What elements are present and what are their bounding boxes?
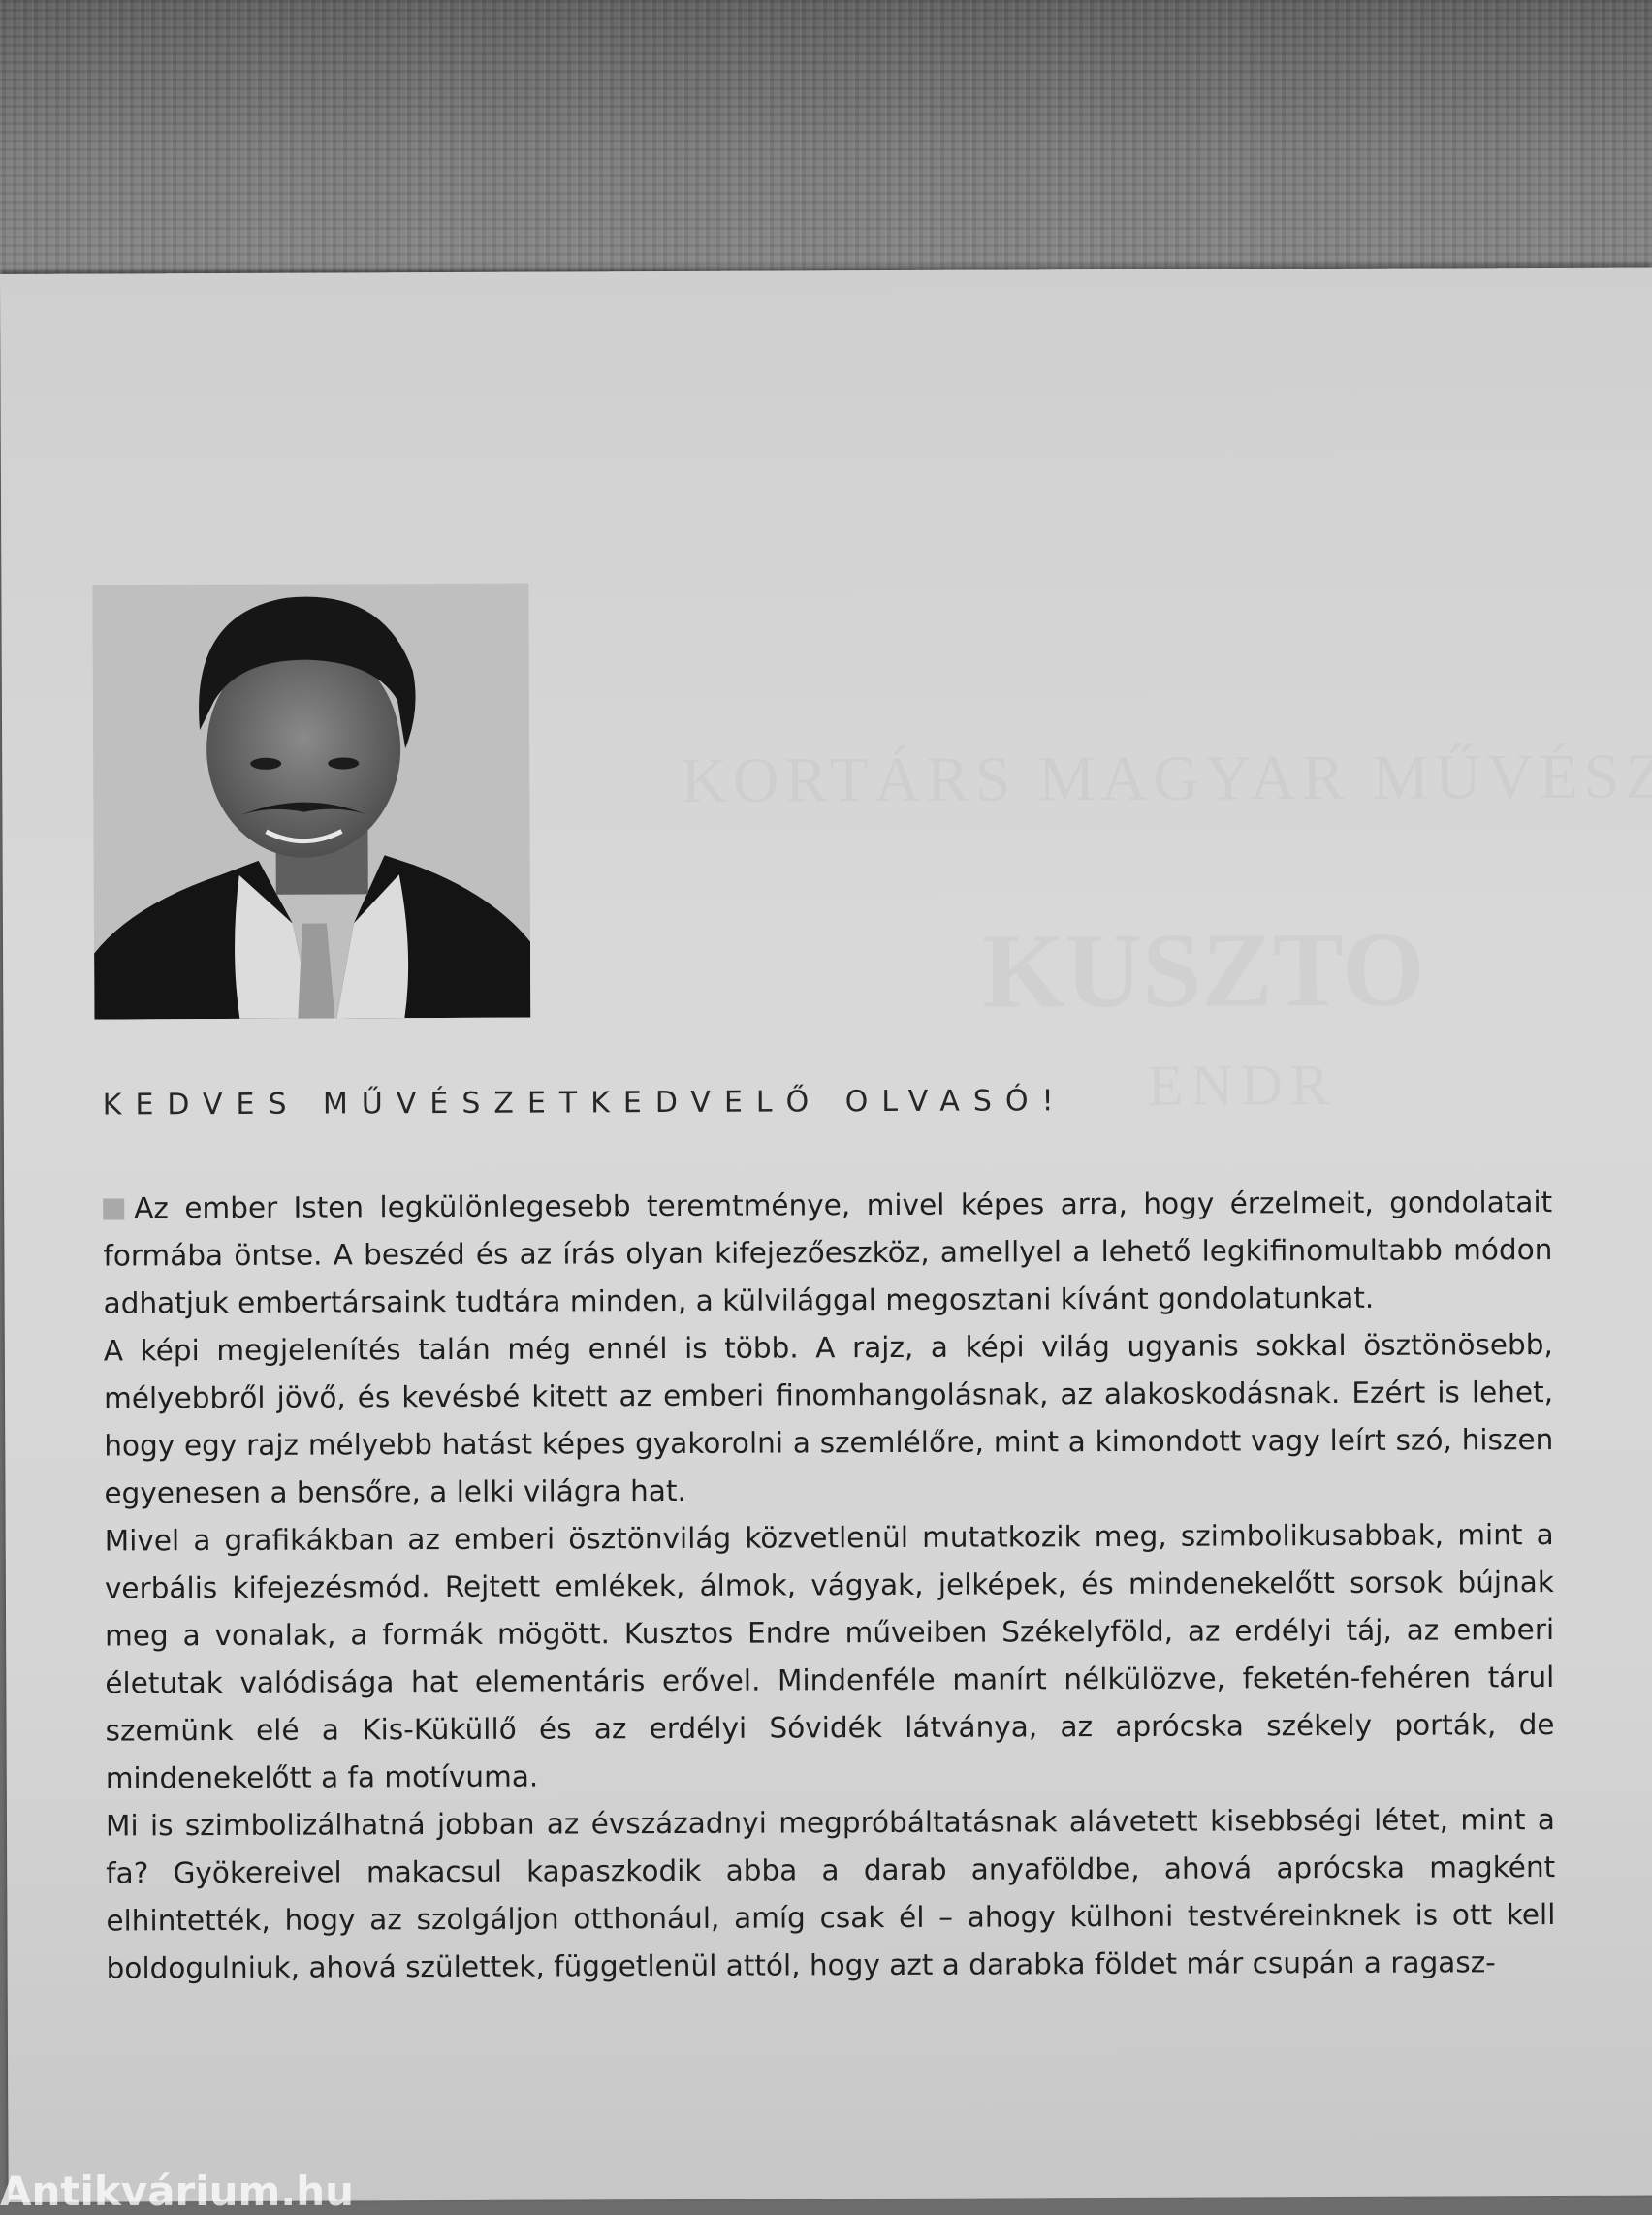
paragraph: Mivel a grafikákban az emberi ösztönvilág közvetlenül mutatkozik meg, szimbolikusabbak, mint a verbális kifejezésmód. Rejtett emlékek, álmok, vágyak, jelképek, és mindenekelőtt sorsok bújnak meg a vonalak, a formák mögött. Kusztos Endre műveiben Székelyföld, az erdélyi táj, az emberi életutak valódisága hat elementáris erővel. Mindenféle manírt nélkülözve, feketén-fehéren tárul szemünk elé a Kis-Küküllő és az erdélyi Sóvidék látványa, az aprócska székely porták, de mindenekelőtt a fa motívuma. [104, 1518, 1555, 1795]
show-through-text [1148, 1052, 1338, 1120]
paragraph: Mi is szimbolizálhatná jobban az évszázadnyi megpróbáltatásnak alávetett kisebbségi létet, mint a fa? Gyökereivel makacsul kapaszkodik abba a darab anyaföldbe, ahová aprócska magként elhintették, hogy az szolgáljon otthonául, amíg csak él – ahogy külhoni testvéreinknek is ott kell boldogulniuk, ahová születtek, függetlenül attól, hogy azt a darabka földet már csupán a ragasz- [105, 1803, 1556, 1985]
show-through-text [681, 740, 1652, 817]
page-heading: KEDVES MŰVÉSZETKEDVELŐ OLVASÓ! [102, 1084, 1067, 1123]
watermark: Antikvárium.hu [0, 2168, 355, 2215]
paragraph [103, 1179, 1553, 1328]
body-text [103, 1179, 1556, 1993]
table-surface [0, 0, 1652, 291]
paragraph: A képi megjelenítés talán még ennél is több. A rajz, a képi világ ugyanis sokkal ösztönösebb, mélyebbről jövő, és kevésbé kitett az emberi finomhangolásnak, az alakoskodásnak. Ezért is lehet, hogy egy rajz mélyebb hatást képes gyakorolni a szemlélőre, mint a kimondott vagy leírt szó, hiszen egyenesen a bensőre, a lelki világra hat. [103, 1328, 1554, 1510]
show-through-text [982, 908, 1425, 1033]
paragraph-marker [103, 1198, 124, 1219]
portrait-photo [92, 584, 530, 1020]
paragraph-text: Az ember Isten legkülönlegesebb teremtménye, mivel képes arra, hogy érzelmeit, gondolatait formába öntse. A beszéd és az írás olyan kifejezőeszköz, amellyel a lehető legkifinomultabb módon adhatjuk embertársaink tudtára minden, a külvilággal megosztani kívánt gondolatunkat. [103, 1186, 1553, 1320]
book-page [0, 268, 1652, 2202]
